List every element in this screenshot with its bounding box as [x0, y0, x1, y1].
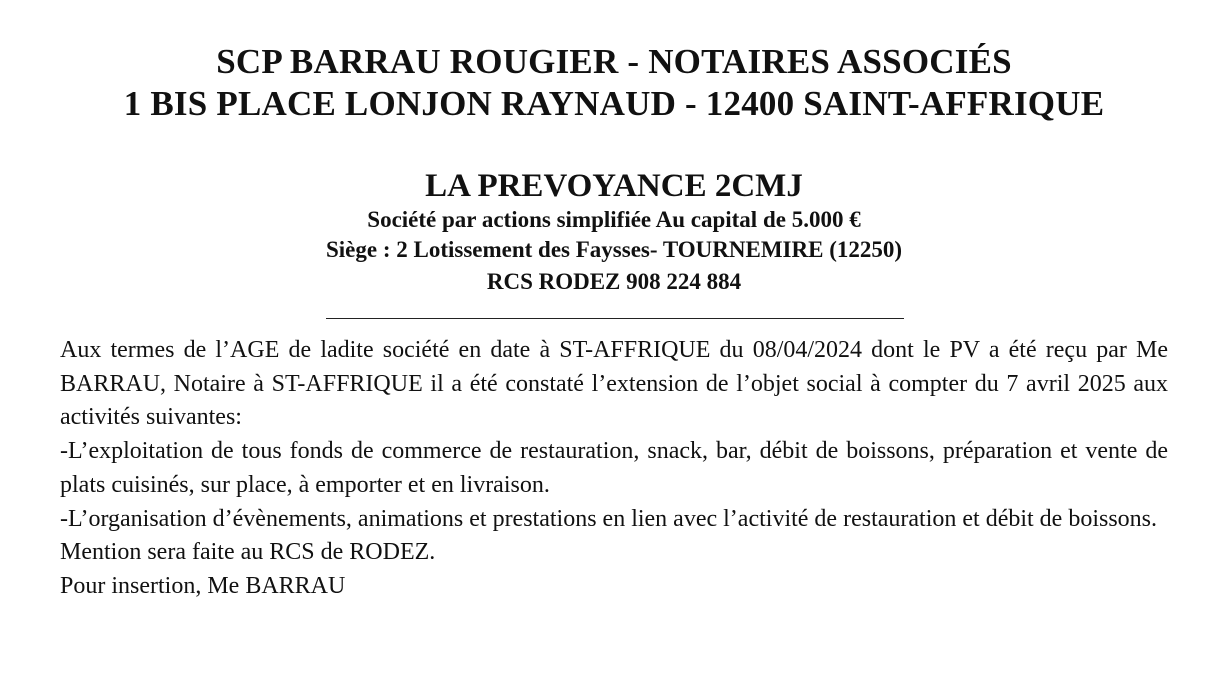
company-rcs: RCS RODEZ 908 224 884 — [486, 269, 742, 294]
separator-line — [326, 318, 904, 319]
company-name: LA PREVOYANCE 2CMJ — [425, 168, 803, 204]
activity-item-1: -L’exploitation de tous fonds de commerce de restauration, snack, bar, débit de boissons, préparation et vente de plats cuisinés, sur place, à emporter et en livraison. — [60, 438, 1168, 498]
signature-line: Pour insertion, Me BARRAU — [60, 572, 346, 599]
intro-paragraph: Aux termes de l’AGE de ladite société en date à ST-AFFRIQUE du 08/04/2024 dont le PV a été reçu par Me BARRAU, Notaire à ST-AFFRIQUE il a été constaté l’extension de l’objet social à compter du 7 avril 2025 aux activités suivantes: — [60, 337, 1168, 431]
notary-address: 1 BIS PLACE LONJON RAYNAUD - 12400 SAINT-AFFRIQUE — [123, 84, 1105, 123]
notice-body — [60, 334, 1168, 604]
company-siege: Siège : 2 Lotissement des Faysses- TOURNEMIRE (12250) — [325, 237, 903, 262]
activity-item-2: -L’organisation d’évènements, animations et prestations en lien avec l’activité de restauration et débit de boissons. — [60, 505, 1158, 532]
company-legal-form: Société par actions simplifiée Au capital de 5.000 € — [367, 207, 861, 232]
rcs-mention: Mention sera faite au RCS de RODEZ. — [60, 539, 436, 566]
notary-firm-name: SCP BARRAU ROUGIER - NOTAIRES ASSOCIÉS — [216, 42, 1012, 81]
